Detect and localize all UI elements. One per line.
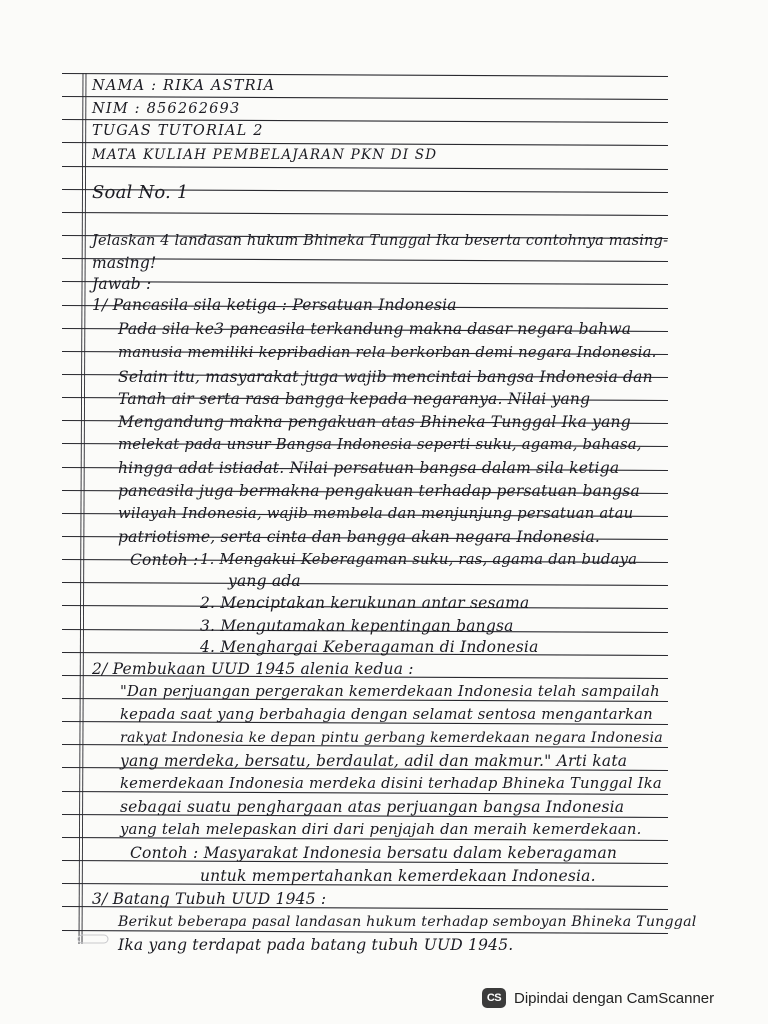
section-1-line: Selain itu, masyarakat juga wajib mencintai bangsa Indonesia dan	[118, 368, 653, 386]
section-2-line: kepada saat yang berbahagia dengan selamat sentosa mengantarkan	[120, 706, 653, 723]
section-3-line: Berikut beberapa pasal landasan hukum terhadap semboyan Bhineka Tunggal	[118, 914, 697, 930]
rule-line	[62, 213, 668, 216]
section-1-line: pancasila juga bermakna pengakuan terhadap persatuan bangsa	[118, 482, 640, 500]
camscanner-watermark	[482, 984, 714, 1012]
rule-line	[62, 583, 668, 586]
example-item: 1. Mengakui Keberagaman suku, ras, agama dan budaya	[200, 551, 638, 568]
example-item: yang ada	[228, 572, 301, 590]
example-label: Contoh :	[130, 551, 199, 569]
section-1-line: wilayah Indonesia, wajib membela dan menjunjung persatuan atau	[118, 505, 634, 522]
section-2-line: yang merdeka, bersatu, berdaulat, adil dan makmur." Arti kata	[120, 752, 628, 770]
example-item: 2. Menciptakan kerukunan antar sesama	[200, 594, 530, 612]
camscanner-logo-icon: CS	[482, 988, 506, 1008]
section-1-line: manusia memiliki kepribadian rela berkorban demi negara Indonesia.	[118, 344, 657, 361]
section-2-line: sebagai suatu penghargaan atas perjuangan bangsa Indonesia	[120, 798, 625, 816]
section-1-heading: 1/ Pancasila sila ketiga : Persatuan Indonesia	[92, 296, 457, 314]
answer-label: Jawab :	[92, 275, 152, 293]
section-1-line: patriotisme, serta cinta dan bangga akan negara Indonesia.	[118, 528, 601, 546]
section-2-heading: 2/ Pembukaan UUD 1945 alenia kedua :	[92, 660, 414, 678]
example-item: 4. Menghargai Keberagaman di Indonesia	[200, 638, 539, 656]
section-1-line: Mengandung makna pengakuan atas Bhineka Tunggal Ika yang	[118, 413, 631, 431]
section-2-line: rakyat Indonesia ke depan pintu gerbang kemerdekaan negara Indonesia	[120, 730, 663, 746]
section-2-line: "Dan perjuangan pergerakan kemerdekaan Indonesia telah sampailah	[120, 683, 660, 700]
section-3-line: Ika yang terdapat pada batang tubuh UUD 1945.	[118, 936, 514, 954]
section-1-line: Tanah air serta rasa bangga kepada negaranya. Nilai yang	[118, 390, 591, 408]
section-1-line: hingga adat istiadat. Nilai persatuan bangsa dalam sila ketiga	[118, 459, 620, 477]
rule-line	[62, 167, 668, 170]
question-number: Soal No. 1	[92, 182, 189, 203]
course-line: MATA KULIAH PEMBELAJARAN PKN DI SD	[92, 147, 438, 163]
assignment-line: TUGAS TUTORIAL 2	[92, 123, 264, 139]
section-1-line: melekat pada unsur Bangsa Indonesia seperti suku, agama, bahasa,	[118, 436, 642, 453]
section-2-line: untuk mempertahankan kemerdekaan Indonesia.	[200, 867, 596, 885]
name-line: NAMA : RIKA ASTRIA	[92, 78, 276, 94]
watermark-text: Dipindai dengan CamScanner	[514, 989, 715, 1007]
nim-line: NIM : 856262693	[92, 101, 241, 117]
page-corner-mark	[78, 935, 108, 943]
section-2-line: Contoh : Masyarakat Indonesia bersatu dalam keberagaman	[130, 844, 618, 862]
example-item: 3. Mengutamakan kepentingan bangsa	[200, 617, 514, 635]
question-line-1: Jelaskan 4 landasan hukum Bhineka Tunggal Ika beserta contohnya masing-	[92, 233, 669, 249]
section-1-line: Pada sila ke3 pancasila terkandung makna dasar negara bahwa	[118, 320, 632, 338]
question-line-2: masing!	[92, 254, 157, 272]
section-2-line: kemerdekaan Indonesia merdeka disini terhadap Bhineka Tunggal Ika	[120, 775, 662, 792]
section-3-heading: 3/ Batang Tubuh UUD 1945 :	[92, 890, 327, 908]
rule-line	[62, 282, 668, 285]
section-2-line: yang telah melepaskan diri dari penjajah dan meraih kemerdekaan.	[120, 821, 642, 838]
